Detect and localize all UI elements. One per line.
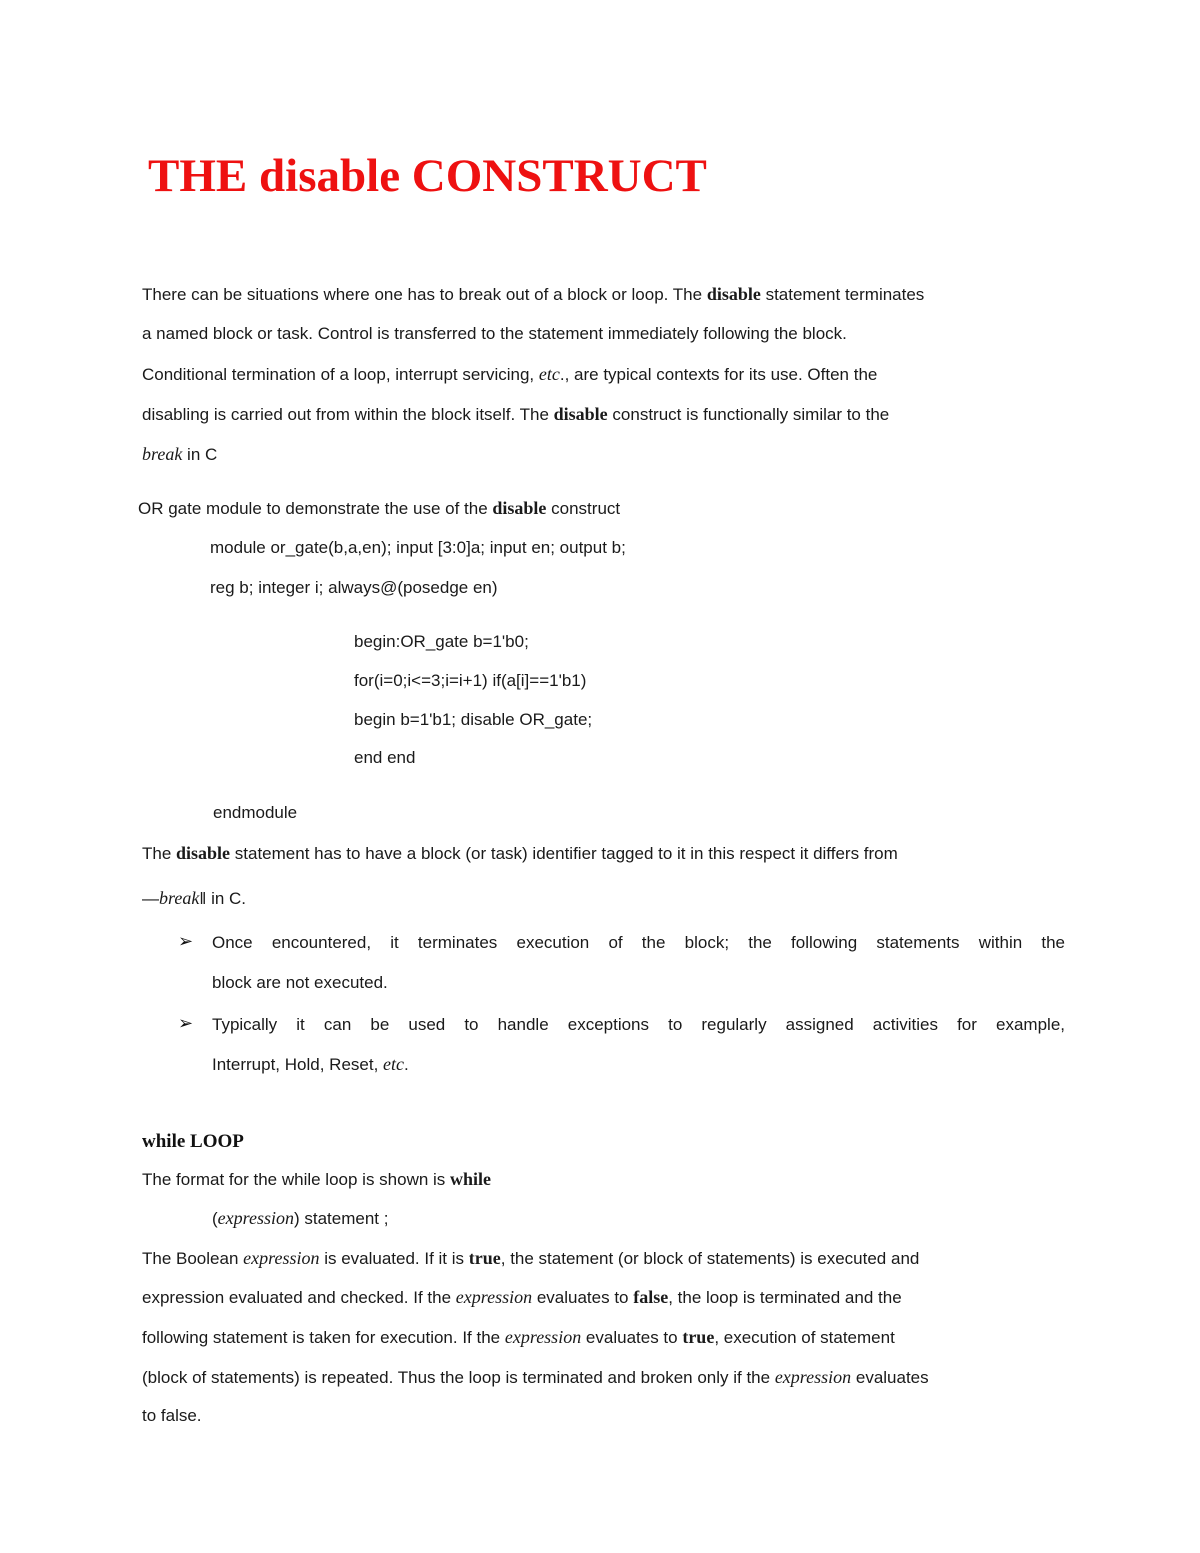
bullet-2-line-1: Typically it can be used to handle exceptions to regularly assigned activities for example, xyxy=(212,1015,1065,1034)
note-line-1: The disable statement has to have a block (or task) identifier tagged to it in this respect it differs from xyxy=(142,843,898,863)
intro-line-4: disabling is carried out from within the block itself. The disable construct is functionally similar to the xyxy=(142,404,890,424)
keyword-disable: disable xyxy=(492,498,547,518)
note-line-2: —break‖ in C. xyxy=(142,888,247,908)
arrow-bullet-icon: ➢ xyxy=(178,931,194,952)
while-para-line-4: (block of statements) is repeated. Thus the loop is terminated and broken only if the expression evaluates xyxy=(142,1367,929,1387)
page-title: THE disable CONSTRUCT xyxy=(148,150,707,202)
code-line: begin b=1'b1; disable OR_gate; xyxy=(354,710,593,729)
while-para-line-5: to false. xyxy=(142,1406,202,1425)
keyword-disable: disable xyxy=(553,404,608,424)
example-heading: OR gate module to demonstrate the use of the disable construct xyxy=(138,498,621,518)
intro-line-1: There can be situations where one has to break out of a block or loop. The disable statement terminates xyxy=(142,284,925,304)
code-line: module or_gate(b,a,en); input [3:0]a; input en; output b; xyxy=(210,538,626,557)
intro-line-2: a named block or task. Control is transferred to the statement immediately following the block. xyxy=(142,324,847,343)
code-line: endmodule xyxy=(213,803,298,822)
while-para-line-1: The Boolean expression is evaluated. If it is true, the statement (or block of statements) is executed and xyxy=(142,1248,920,1268)
code-line: begin:OR_gate b=1'b0; xyxy=(354,632,529,651)
bullet-2-line-2: Interrupt, Hold, Reset, etc. xyxy=(212,1054,409,1074)
arrow-bullet-icon: ➢ xyxy=(178,1013,194,1034)
section-heading-while-loop: while LOOP xyxy=(142,1131,244,1152)
intro-line-5: break in C xyxy=(142,444,218,464)
keyword-disable: disable xyxy=(706,284,761,304)
bullet-1-line-1: Once encountered, it terminates execution of the block; the following statements within the xyxy=(212,933,1065,952)
code-line: for(i=0;i<=3;i=i+1) if(a[i]==1'b1) xyxy=(354,671,587,690)
intro-line-3: Conditional termination of a loop, interrupt servicing, etc., are typical contexts for its use. Often the xyxy=(142,364,878,384)
code-line: reg b; integer i; always@(posedge en) xyxy=(210,578,498,597)
while-syntax-line: (expression) statement ; xyxy=(212,1208,389,1228)
while-para-line-3: following statement is taken for execution. If the expression evaluates to true, execution of statement xyxy=(142,1327,895,1347)
keyword-disable: disable xyxy=(176,843,231,863)
bullet-1-line-2: block are not executed. xyxy=(212,973,388,992)
while-format-line: The format for the while loop is shown is while xyxy=(142,1169,492,1189)
code-line: end end xyxy=(354,748,416,767)
while-para-line-2: expression evaluated and checked. If the expression evaluates to false, the loop is terminated and the xyxy=(142,1287,902,1307)
